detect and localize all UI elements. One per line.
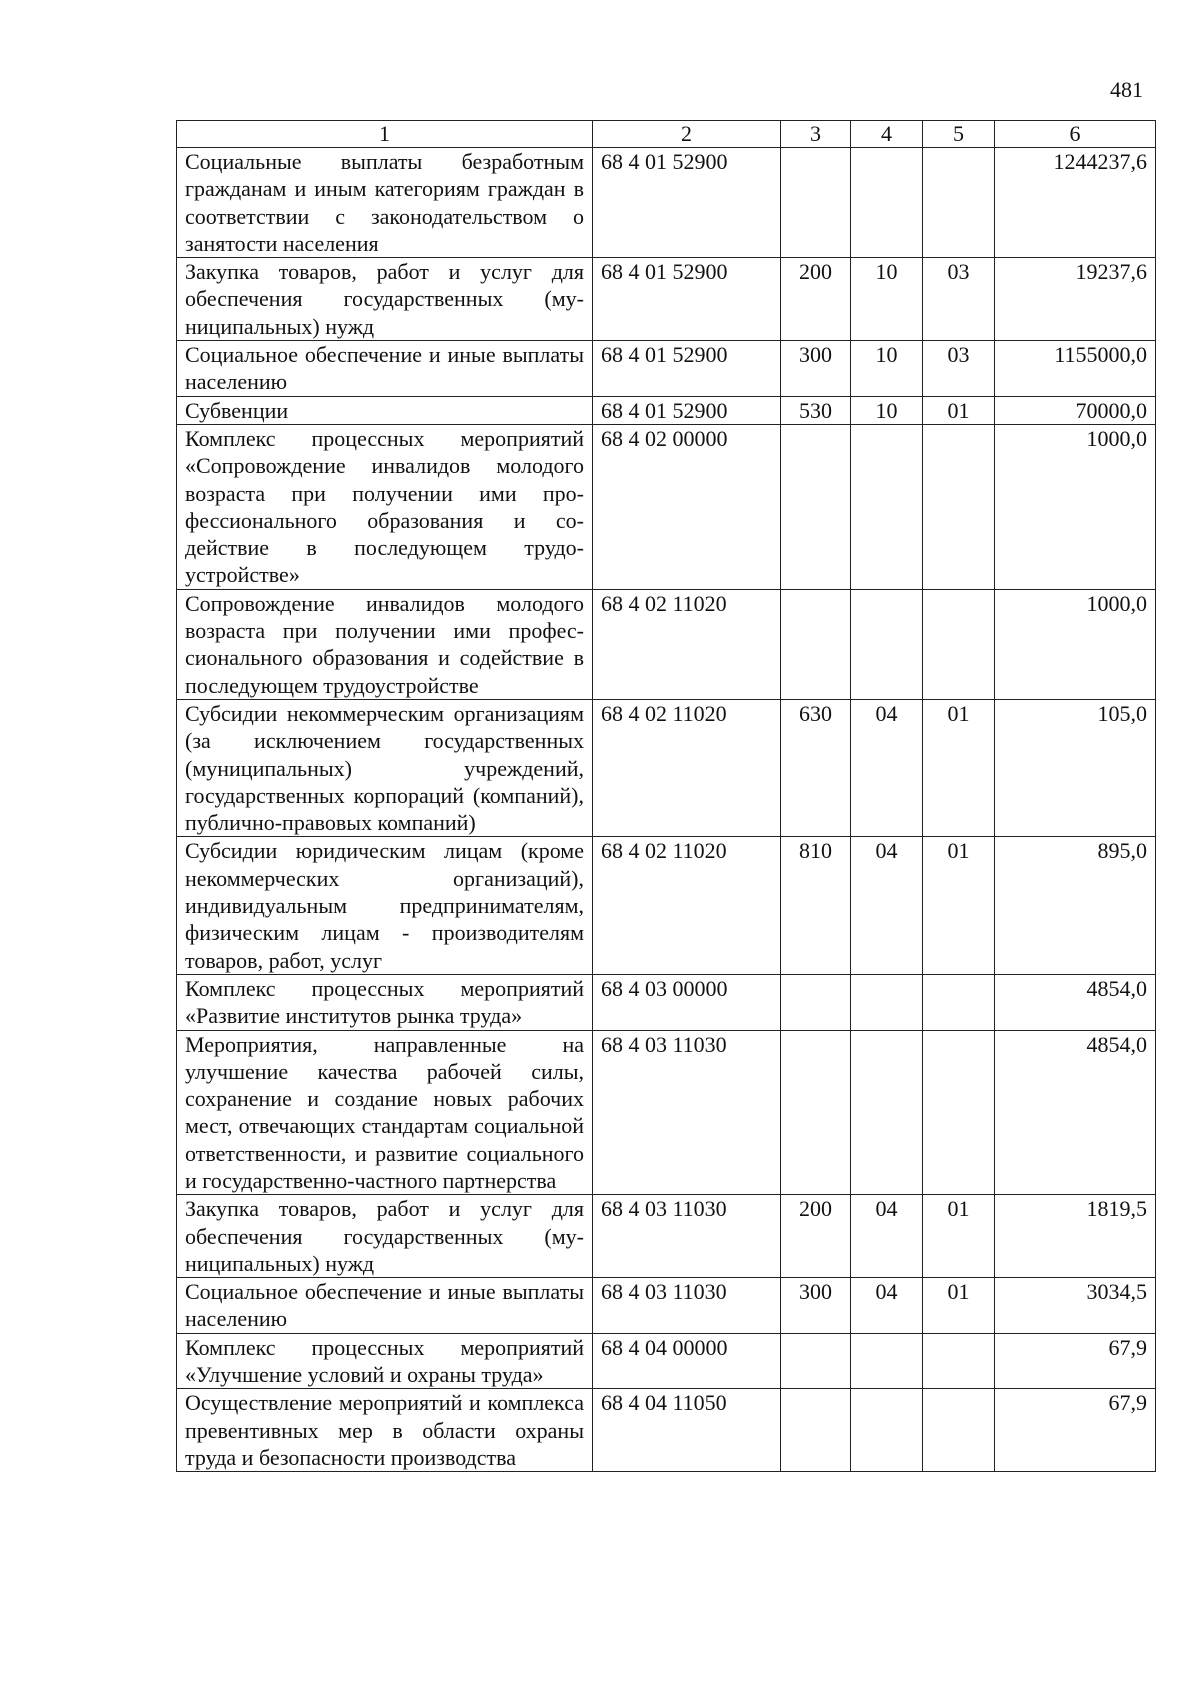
cell-name: Сопровождение инвалидов молодого возраста при получении ими профессионального образования и содействие в последующем трудоустройстве xyxy=(177,589,593,699)
cell-code: 68 4 03 11030 xyxy=(593,1195,781,1278)
cell-pr: 03 xyxy=(923,341,995,397)
table-row xyxy=(177,974,1156,1030)
cell-sum: 4854,0 xyxy=(995,1030,1156,1195)
cell-sum: 895,0 xyxy=(995,837,1156,974)
cell-rz: 04 xyxy=(851,837,923,974)
cell-rz xyxy=(851,1389,923,1472)
cell-pr xyxy=(923,1389,995,1472)
table-row xyxy=(177,1333,1156,1389)
cell-pr xyxy=(923,148,995,258)
cell-code: 68 4 03 11030 xyxy=(593,1278,781,1334)
page-number: 481 xyxy=(1110,77,1143,102)
cell-pr: 01 xyxy=(923,699,995,836)
cell-pr: 01 xyxy=(923,1278,995,1334)
cell-vr: 200 xyxy=(781,258,851,341)
header-col-5: 5 xyxy=(923,121,995,148)
table-row xyxy=(177,1389,1156,1472)
cell-name: Комплекс процессных мероприятий «Сопровождение инвалидов молодого возраста при получении ими профессионального образования и содействие в последующем трудоустройстве» xyxy=(177,424,593,589)
cell-rz: 10 xyxy=(851,258,923,341)
cell-vr: 300 xyxy=(781,341,851,397)
cell-rz: 04 xyxy=(851,1278,923,1334)
table-row xyxy=(177,396,1156,424)
cell-rz xyxy=(851,424,923,589)
cell-vr xyxy=(781,424,851,589)
budget-table xyxy=(176,120,1156,1472)
cell-rz: 10 xyxy=(851,341,923,397)
cell-rz: 04 xyxy=(851,699,923,836)
cell-code: 68 4 03 00000 xyxy=(593,974,781,1030)
cell-name: Осуществление мероприятий и комплекса превентивных мер в области охраны труда и безопасности производства xyxy=(177,1389,593,1472)
cell-vr xyxy=(781,974,851,1030)
cell-sum: 1000,0 xyxy=(995,589,1156,699)
table-row xyxy=(177,424,1156,589)
header-col-1: 1 xyxy=(177,121,593,148)
cell-rz xyxy=(851,974,923,1030)
table-row xyxy=(177,1195,1156,1278)
header-col-3: 3 xyxy=(781,121,851,148)
cell-pr xyxy=(923,1030,995,1195)
cell-vr xyxy=(781,1333,851,1389)
cell-rz xyxy=(851,1333,923,1389)
cell-name: Закупка товаров, работ и услуг для обеспечения государственных (муниципальных) нужд xyxy=(177,1195,593,1278)
cell-name: Субсидии юридическим лицам (кроме некоммерческих организаций), индивидуальным предпринимателям, физическим лицам - производителям товаров, работ, услуг xyxy=(177,837,593,974)
cell-name: Комплекс процессных мероприятий «Развитие институтов рынка труда» xyxy=(177,974,593,1030)
cell-name: Комплекс процессных мероприятий «Улучшение условий и охраны труда» xyxy=(177,1333,593,1389)
cell-vr: 630 xyxy=(781,699,851,836)
cell-code: 68 4 01 52900 xyxy=(593,396,781,424)
cell-code: 68 4 02 00000 xyxy=(593,424,781,589)
header-col-4: 4 xyxy=(851,121,923,148)
cell-code: 68 4 01 52900 xyxy=(593,258,781,341)
cell-pr: 01 xyxy=(923,396,995,424)
cell-rz xyxy=(851,589,923,699)
cell-vr: 810 xyxy=(781,837,851,974)
cell-sum: 19237,6 xyxy=(995,258,1156,341)
cell-code: 68 4 02 11020 xyxy=(593,699,781,836)
cell-rz: 04 xyxy=(851,1195,923,1278)
cell-vr xyxy=(781,148,851,258)
table-body xyxy=(177,148,1156,1472)
cell-sum: 3034,5 xyxy=(995,1278,1156,1334)
cell-code: 68 4 03 11030 xyxy=(593,1030,781,1195)
cell-pr xyxy=(923,974,995,1030)
table-row xyxy=(177,1278,1156,1334)
cell-sum: 70000,0 xyxy=(995,396,1156,424)
cell-vr xyxy=(781,1030,851,1195)
table-row xyxy=(177,258,1156,341)
cell-rz xyxy=(851,148,923,258)
cell-sum: 1244237,6 xyxy=(995,148,1156,258)
table-row xyxy=(177,148,1156,258)
table-row xyxy=(177,699,1156,836)
cell-name: Социальное обеспечение и иные выплаты населению xyxy=(177,1278,593,1334)
cell-pr: 01 xyxy=(923,837,995,974)
cell-code: 68 4 04 00000 xyxy=(593,1333,781,1389)
cell-rz: 10 xyxy=(851,396,923,424)
cell-name: Субвенции xyxy=(177,396,593,424)
cell-sum: 1819,5 xyxy=(995,1195,1156,1278)
table-row xyxy=(177,589,1156,699)
cell-sum: 1000,0 xyxy=(995,424,1156,589)
header-col-2: 2 xyxy=(593,121,781,148)
cell-vr xyxy=(781,589,851,699)
cell-code: 68 4 01 52900 xyxy=(593,341,781,397)
cell-pr xyxy=(923,1333,995,1389)
cell-pr xyxy=(923,589,995,699)
cell-name: Мероприятия, направленные на улучшение качества рабочей силы, сохранение и создание новых рабочих мест, отвечающих стандартам социальной ответственности, и развитие социального и государственно-частного партнерства xyxy=(177,1030,593,1195)
header-row xyxy=(177,121,1156,148)
table-row xyxy=(177,341,1156,397)
cell-code: 68 4 01 52900 xyxy=(593,148,781,258)
cell-name: Субсидии некоммерческим организациям (за исключением государственных (муниципальных) учреждений, государственных корпораций (компаний), публично-правовых компаний) xyxy=(177,699,593,836)
cell-pr: 01 xyxy=(923,1195,995,1278)
header-col-6: 6 xyxy=(995,121,1156,148)
cell-sum: 105,0 xyxy=(995,699,1156,836)
cell-code: 68 4 04 11050 xyxy=(593,1389,781,1472)
cell-name: Социальное обеспечение и иные выплаты населению xyxy=(177,341,593,397)
cell-vr: 200 xyxy=(781,1195,851,1278)
cell-pr xyxy=(923,424,995,589)
cell-vr xyxy=(781,1389,851,1472)
cell-sum: 4854,0 xyxy=(995,974,1156,1030)
cell-vr: 300 xyxy=(781,1278,851,1334)
cell-name: Закупка товаров, работ и услуг для обеспечения государственных (муниципальных) нужд xyxy=(177,258,593,341)
cell-code: 68 4 02 11020 xyxy=(593,589,781,699)
cell-sum: 67,9 xyxy=(995,1333,1156,1389)
cell-name: Социальные выплаты безработным гражданам и иным категориям граждан в соответствии с законодательством о занятости населения xyxy=(177,148,593,258)
table-row xyxy=(177,837,1156,974)
cell-sum: 1155000,0 xyxy=(995,341,1156,397)
cell-rz xyxy=(851,1030,923,1195)
cell-sum: 67,9 xyxy=(995,1389,1156,1472)
cell-vr: 530 xyxy=(781,396,851,424)
cell-pr: 03 xyxy=(923,258,995,341)
table-row xyxy=(177,1030,1156,1195)
cell-code: 68 4 02 11020 xyxy=(593,837,781,974)
